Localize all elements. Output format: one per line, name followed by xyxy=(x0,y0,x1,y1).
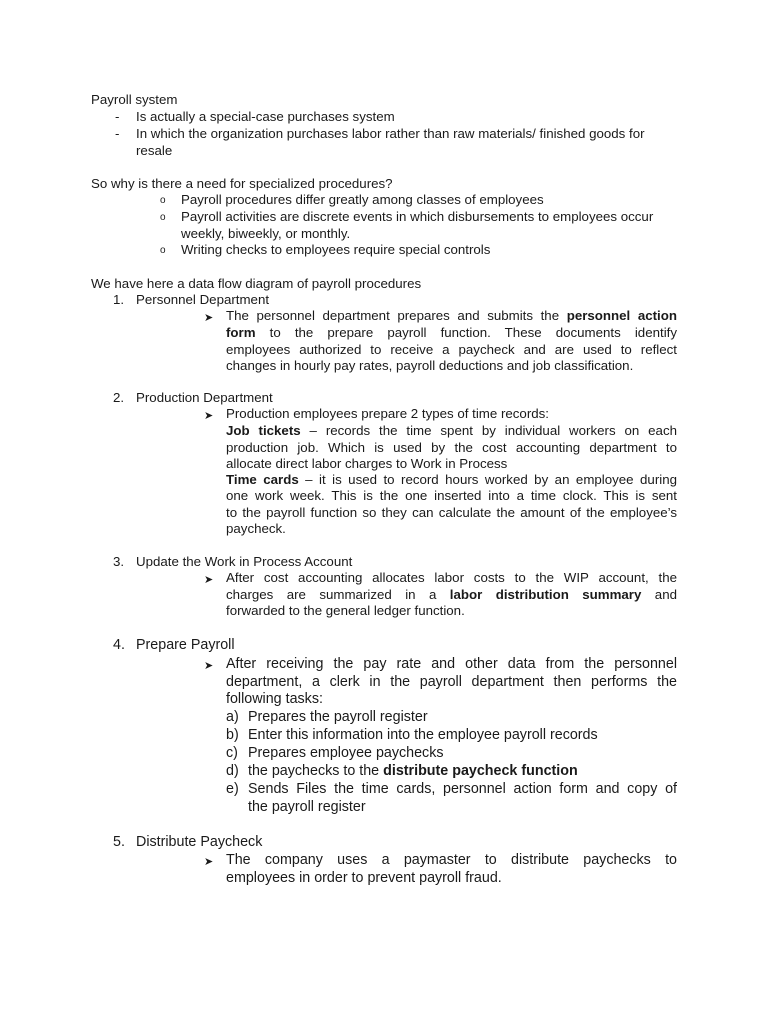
paragraph-line: allocate direct labor charges to Work in Process xyxy=(226,456,508,471)
dfd-intro: We have here a data flow diagram of payroll procedures xyxy=(91,276,422,291)
item-heading: Prepare Payroll xyxy=(136,637,235,653)
bullet-text: Writing checks to employees require special controls xyxy=(181,242,491,257)
list-number: 2. xyxy=(113,390,125,405)
paragraph-line: paycheck. xyxy=(226,521,286,536)
paragraph-line: The company uses a paymaster to distribute paychecks to xyxy=(226,852,677,868)
task-letter: b) xyxy=(226,727,239,743)
item-heading: Distribute Paycheck xyxy=(136,834,263,850)
task-text-continued: the payroll register xyxy=(248,799,366,815)
task-letter: d) xyxy=(226,763,239,779)
bullet-text: Is actually a special-case purchases system xyxy=(136,109,395,124)
question-text: So why is there a need for specialized procedures? xyxy=(91,176,393,191)
arrow-bullet-icon: ➤ xyxy=(204,574,214,586)
paragraph-line: charges are summarized in a labor distribution summary and xyxy=(226,587,677,602)
paragraph-line: to the payroll function so they can calculate the amount of the employee’s xyxy=(226,505,677,520)
bullet-text-continued: weekly, biweekly, or monthly. xyxy=(181,226,351,241)
paragraph-line: The personnel department prepares and submits the personnel action xyxy=(226,308,677,323)
paragraph-line: following tasks: xyxy=(226,691,323,707)
task-text: the paychecks to the distribute paycheck function xyxy=(248,763,578,779)
task-letter: a) xyxy=(226,709,239,725)
list-number: 4. xyxy=(113,637,125,653)
bullet-text-continued: resale xyxy=(136,143,173,158)
paragraph-line: changes in hourly pay rates, payroll deductions and job classification. xyxy=(226,358,634,373)
paragraph-line: one work week. This is the one inserted into a time clock. This is sent xyxy=(226,488,677,503)
task-letter: e) xyxy=(226,781,239,797)
circle-bullet: o xyxy=(160,195,166,206)
dash-bullet: - xyxy=(115,126,120,141)
paragraph-line: form to the prepare payroll function. These documents identify xyxy=(226,325,677,340)
section-title: Payroll system xyxy=(91,92,178,107)
paragraph-line: Job tickets – records the time spent by individual workers on each xyxy=(226,423,677,438)
task-text: Sends Files the time cards, personnel action form and copy of xyxy=(248,781,677,797)
item-heading: Update the Work in Process Account xyxy=(136,554,353,569)
task-text: Enter this information into the employee payroll records xyxy=(248,727,598,743)
arrow-bullet-icon: ➤ xyxy=(204,660,214,672)
item-heading: Personnel Department xyxy=(136,292,270,307)
bullet-text: In which the organization purchases labor rather than raw materials/ finished goods for xyxy=(136,126,645,141)
task-letter: c) xyxy=(226,745,238,761)
list-number: 3. xyxy=(113,554,125,569)
list-number: 5. xyxy=(113,834,125,850)
arrow-bullet-icon: ➤ xyxy=(204,410,214,422)
task-text: Prepares the payroll register xyxy=(248,709,428,725)
paragraph-line: department, a clerk in the payroll department then performs the xyxy=(226,674,677,690)
paragraph-line: After receiving the pay rate and other data from the personnel xyxy=(226,656,677,672)
paragraph-line: production job. Which is used by the cost accounting department to xyxy=(226,440,677,455)
arrow-bullet-icon: ➤ xyxy=(204,312,214,324)
paragraph-line: Time cards – it is used to record hours worked by an employee during xyxy=(226,472,677,487)
bullet-text: Payroll procedures differ greatly among classes of employees xyxy=(181,192,544,207)
paragraph-line: employees in order to prevent payroll fraud. xyxy=(226,870,502,886)
bullet-text: Payroll activities are discrete events in which disbursements to employees occur xyxy=(181,209,654,224)
dash-bullet: - xyxy=(115,109,120,124)
item-heading: Production Department xyxy=(136,390,273,405)
paragraph-line: employees authorized to receive a paycheck and are used to reflect xyxy=(226,342,677,357)
list-number: 1. xyxy=(113,292,125,307)
paragraph-line: After cost accounting allocates labor costs to the WIP account, the xyxy=(226,570,677,585)
arrow-bullet-icon: ➤ xyxy=(204,856,214,868)
task-text: Prepares employee paychecks xyxy=(248,745,444,761)
paragraph-line: Production employees prepare 2 types of time records: xyxy=(226,406,549,421)
circle-bullet: o xyxy=(160,212,166,223)
paragraph-line: forwarded to the general ledger function. xyxy=(226,603,465,618)
circle-bullet: o xyxy=(160,245,166,256)
